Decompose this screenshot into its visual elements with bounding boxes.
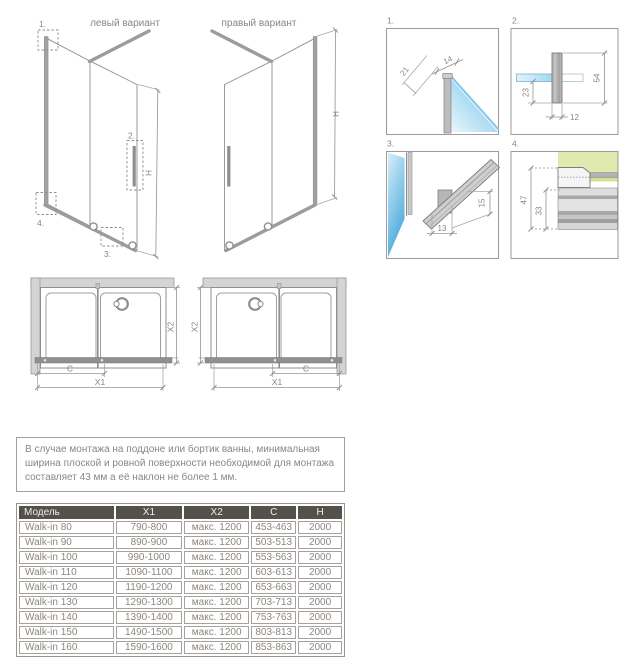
wall-top bbox=[31, 278, 174, 288]
installation-note bbox=[16, 437, 345, 492]
cell-c: 603-613 bbox=[251, 566, 296, 579]
dim-33: 33 bbox=[534, 206, 544, 216]
roller bbox=[226, 242, 233, 249]
detail-3-floor-rail bbox=[387, 139, 500, 259]
left-plan-view bbox=[31, 278, 180, 391]
cell-h: 2000 bbox=[298, 596, 342, 609]
support-bar bbox=[212, 31, 272, 62]
cell-c: 853-863 bbox=[251, 641, 296, 654]
door-handle bbox=[227, 146, 230, 187]
cell-c: 453-463 bbox=[251, 521, 296, 534]
cell-x1: 1090-1100 bbox=[116, 566, 182, 579]
glass-slot bbox=[562, 74, 583, 82]
height-dim-label: H bbox=[144, 170, 154, 176]
cell-model: Walk-in 110 bbox=[19, 566, 114, 579]
table-row bbox=[19, 611, 342, 624]
cell-x2: макс. 1200 bbox=[184, 566, 249, 579]
dim-54: 54 bbox=[592, 73, 602, 83]
dim-x2-label: X2 bbox=[165, 321, 176, 333]
fixed-panel bbox=[272, 39, 315, 227]
cell-x2: макс. 1200 bbox=[184, 551, 249, 564]
height-dim-label: H bbox=[332, 111, 341, 117]
right-plan-view bbox=[190, 278, 347, 391]
cell-x2: макс. 1200 bbox=[184, 596, 249, 609]
right-variant-drawing bbox=[212, 18, 341, 251]
dim-x1-label: X1 bbox=[271, 377, 283, 387]
cell-x2: макс. 1200 bbox=[184, 626, 249, 639]
cell-model: Walk-in 140 bbox=[19, 611, 114, 624]
cell-h: 2000 bbox=[298, 536, 342, 549]
cell-c: 703-713 bbox=[251, 596, 296, 609]
table-row bbox=[19, 641, 342, 654]
dim-47: 47 bbox=[519, 195, 529, 205]
detail-2-handle bbox=[511, 16, 618, 135]
installation-note-text: В случае монтажа на поддоне или бортик ванны, минимальная ширина плоской и ровной поверхности необходимой для монтажа составляет 43 мм а её наклон не более 1 мм. bbox=[25, 444, 335, 484]
shower-tray bbox=[211, 288, 337, 369]
cell-x2: макс. 1200 bbox=[184, 521, 249, 534]
cell-model: Walk-in 120 bbox=[19, 581, 114, 594]
callout-3-label: 3. bbox=[104, 249, 112, 259]
spec-table bbox=[16, 503, 345, 657]
wall-profile bbox=[44, 37, 48, 206]
profile-edge bbox=[408, 153, 412, 215]
roller bbox=[90, 223, 97, 230]
dim-13: 13 bbox=[437, 224, 447, 233]
cell-model: Walk-in 100 bbox=[19, 551, 114, 564]
column-header-model: Модель bbox=[19, 506, 114, 519]
table-header-row bbox=[19, 506, 342, 519]
column-header-c: C bbox=[251, 506, 296, 519]
table-row bbox=[19, 596, 342, 609]
detail-2-number: 2. bbox=[512, 15, 520, 26]
cell-c: 753-763 bbox=[251, 611, 296, 624]
cell-h: 2000 bbox=[298, 566, 342, 579]
profile-section bbox=[444, 76, 451, 133]
cell-x1: 1390-1400 bbox=[116, 611, 182, 624]
cell-c: 653-663 bbox=[251, 581, 296, 594]
cell-x1: 890-900 bbox=[116, 536, 182, 549]
roller bbox=[264, 223, 271, 230]
callout-2-label: 2. bbox=[128, 130, 136, 141]
shower-tray bbox=[41, 288, 167, 369]
cell-c: 803-813 bbox=[251, 626, 296, 639]
cell-x1: 1290-1300 bbox=[116, 596, 182, 609]
dim-21: 21 bbox=[398, 65, 411, 78]
cell-c: 553-563 bbox=[251, 551, 296, 564]
cell-x1: 990-1000 bbox=[116, 551, 182, 564]
detail-3-number: 3. bbox=[387, 138, 395, 149]
glass-screen-top-view bbox=[205, 358, 342, 364]
cell-x1: 790-800 bbox=[116, 521, 182, 534]
sliding-door bbox=[225, 61, 273, 251]
cell-x1: 1490-1500 bbox=[116, 626, 182, 639]
dim-x1-label: X1 bbox=[94, 377, 106, 387]
dim-x2-label: X2 bbox=[189, 321, 200, 333]
column-header-x2: X2 bbox=[184, 506, 249, 519]
table-row bbox=[19, 551, 342, 564]
cell-x1: 1590-1600 bbox=[116, 641, 182, 654]
cell-model: Walk-in 150 bbox=[19, 626, 114, 639]
cell-x2: макс. 1200 bbox=[184, 581, 249, 594]
door-handle bbox=[133, 146, 136, 187]
left-variant-title: левый вариант bbox=[90, 18, 160, 29]
right-variant-title: правый вариант bbox=[221, 18, 297, 29]
wall-top bbox=[203, 278, 346, 288]
handle-bar bbox=[552, 53, 562, 103]
cell-model: Walk-in 160 bbox=[19, 641, 114, 654]
detail-4-tray-mount bbox=[511, 139, 618, 259]
cell-model: Walk-in 130 bbox=[19, 596, 114, 609]
callout-1-label: 1. bbox=[39, 19, 47, 29]
cell-h: 2000 bbox=[298, 641, 342, 654]
cell-h: 2000 bbox=[298, 551, 342, 564]
support-bar bbox=[90, 31, 150, 62]
profile-strip bbox=[590, 173, 618, 178]
column-header-h: H bbox=[298, 506, 342, 519]
cell-c: 503-513 bbox=[251, 536, 296, 549]
table-row bbox=[19, 581, 342, 594]
detail-1-wall-profile bbox=[387, 16, 499, 135]
dim-c-label: C bbox=[302, 363, 310, 374]
roller bbox=[129, 242, 136, 249]
detail-1-number: 1. bbox=[387, 15, 395, 26]
dim-15: 15 bbox=[477, 198, 487, 208]
cell-model: Walk-in 80 bbox=[19, 521, 114, 534]
cell-h: 2000 bbox=[298, 581, 342, 594]
dim-23: 23 bbox=[521, 88, 531, 97]
fixed-panel bbox=[47, 39, 90, 227]
column-header-x1: X1 bbox=[116, 506, 182, 519]
cell-x2: макс. 1200 bbox=[184, 611, 249, 624]
glass-screen-top-view bbox=[35, 358, 172, 364]
table-row bbox=[19, 626, 342, 639]
cell-h: 2000 bbox=[298, 626, 342, 639]
dim-12: 12 bbox=[570, 113, 579, 122]
cell-x1: 1190-1200 bbox=[116, 581, 182, 594]
cell-x2: макс. 1200 bbox=[184, 641, 249, 654]
profile-cap bbox=[443, 74, 452, 79]
cell-x2: макс. 1200 bbox=[184, 536, 249, 549]
table-row bbox=[19, 536, 342, 549]
table-row bbox=[19, 521, 342, 534]
dim-c-label: C bbox=[66, 363, 74, 374]
sliding-door bbox=[90, 61, 137, 251]
callout-4-label: 4. bbox=[37, 218, 45, 228]
cell-h: 2000 bbox=[298, 611, 342, 624]
detail-4-number: 4. bbox=[512, 138, 520, 149]
cell-model: Walk-in 90 bbox=[19, 536, 114, 549]
left-variant-drawing bbox=[36, 18, 160, 259]
table-row bbox=[19, 566, 342, 579]
layer-stack bbox=[558, 188, 618, 230]
dim-14: 14 bbox=[441, 54, 454, 67]
cell-h: 2000 bbox=[298, 521, 342, 534]
wall-profile bbox=[313, 37, 317, 206]
